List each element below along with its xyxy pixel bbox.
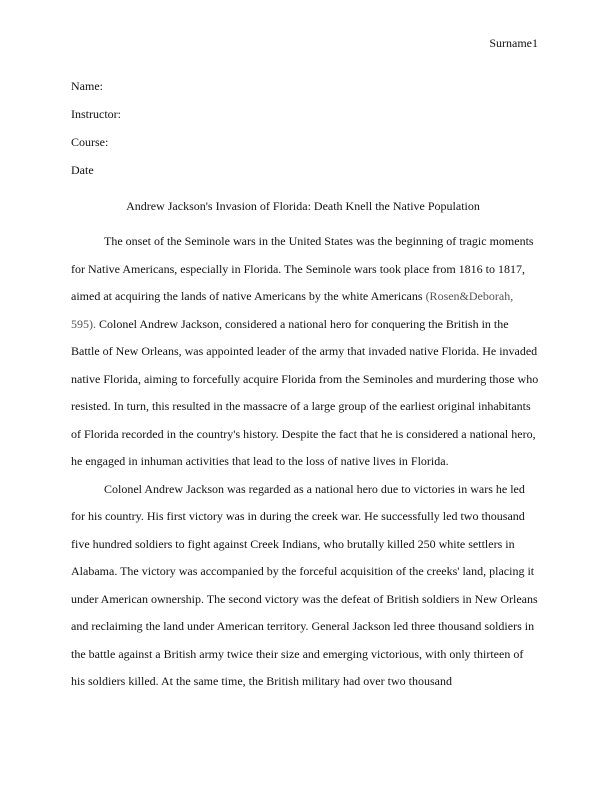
paragraph-1-line-4: [71, 315, 541, 343]
running-head: Surname1: [489, 36, 538, 50]
paragraph-2-line-4: Alabama. The victory was accompanied by the forceful acquisition of the creeks' land, placing it: [71, 564, 535, 578]
paragraph-1-line-8: of Florida recorded in the country's history. Despite the fact that he is considered a national hero,: [71, 426, 536, 441]
date-line: Date: [71, 163, 94, 177]
paragraph-2-line-2: for his country. His first victory was in during the creek war. He successfully led two thousand: [71, 509, 525, 523]
paragraph-1-line-3-text: aimed at acquiring the lands of native Americans by the white Americans: [71, 289, 426, 303]
paragraph-2-line-6: and reclaiming the land under American territory. General Jackson led three thousand soldiers in: [71, 619, 535, 633]
instructor-line: Instructor:: [71, 107, 121, 121]
paragraph-2: [71, 480, 541, 700]
citation-part-1: (Rosen&Deborah,: [425, 289, 514, 303]
paragraph-2-line-8: his soldiers killed. At the same time, the British military had over two thousand: [71, 674, 452, 688]
course-line: Course:: [71, 135, 109, 149]
header-block: [71, 78, 121, 190]
paragraph-1-line-7: resisted. In turn, this resulted in the massacre of a large group of the earliest original inhabitants: [71, 399, 531, 413]
paragraph-1-line-9: he engaged in inhuman activities that lead to the loss of native lives in Florida.: [71, 454, 449, 468]
citation-part-2: 595).: [71, 316, 96, 331]
paragraph-1: [71, 232, 541, 480]
paragraph-1-line-2: for Native Americans, especially in Florida. The Seminole wars took place from 1816 to 1817,: [71, 261, 526, 276]
paragraph-1-line-1: The onset of the Seminole wars in the United States was the beginning of tragic moments: [104, 234, 534, 248]
paragraph-1-line-5: Battle of New Orleans, was appointed leader of the army that invaded native Florida. He invaded: [71, 344, 538, 358]
paragraph-1-line-3: [71, 287, 541, 315]
paragraph-1-line-4-text: Colonel Andrew Jackson, considered a national hero for conquering the British in the: [96, 316, 509, 331]
essay-title: Andrew Jackson's Invasion of Florida: Death Knell the Native Population: [126, 199, 480, 213]
name-line: Name:: [71, 79, 103, 93]
paragraph-2-line-1: Colonel Andrew Jackson was regarded as a national hero due to victories in wars he led: [104, 481, 525, 496]
paragraph-2-line-5: under American ownership. The second victory was the defeat of British soldiers in New Orleans: [71, 591, 538, 606]
essay-body: [71, 232, 541, 700]
paragraph-2-line-7: the battle against a British army twice their size and emerging victorious, with only thirteen of: [71, 646, 524, 661]
paragraph-1-line-6: native Florida, aiming to forcefully acquire Florida from the Seminoles and murdering those who: [71, 371, 539, 386]
paragraph-2-line-3: five hundred soldiers to fight against Creek Indians, who brutally killed 250 white settlers in: [71, 536, 515, 551]
